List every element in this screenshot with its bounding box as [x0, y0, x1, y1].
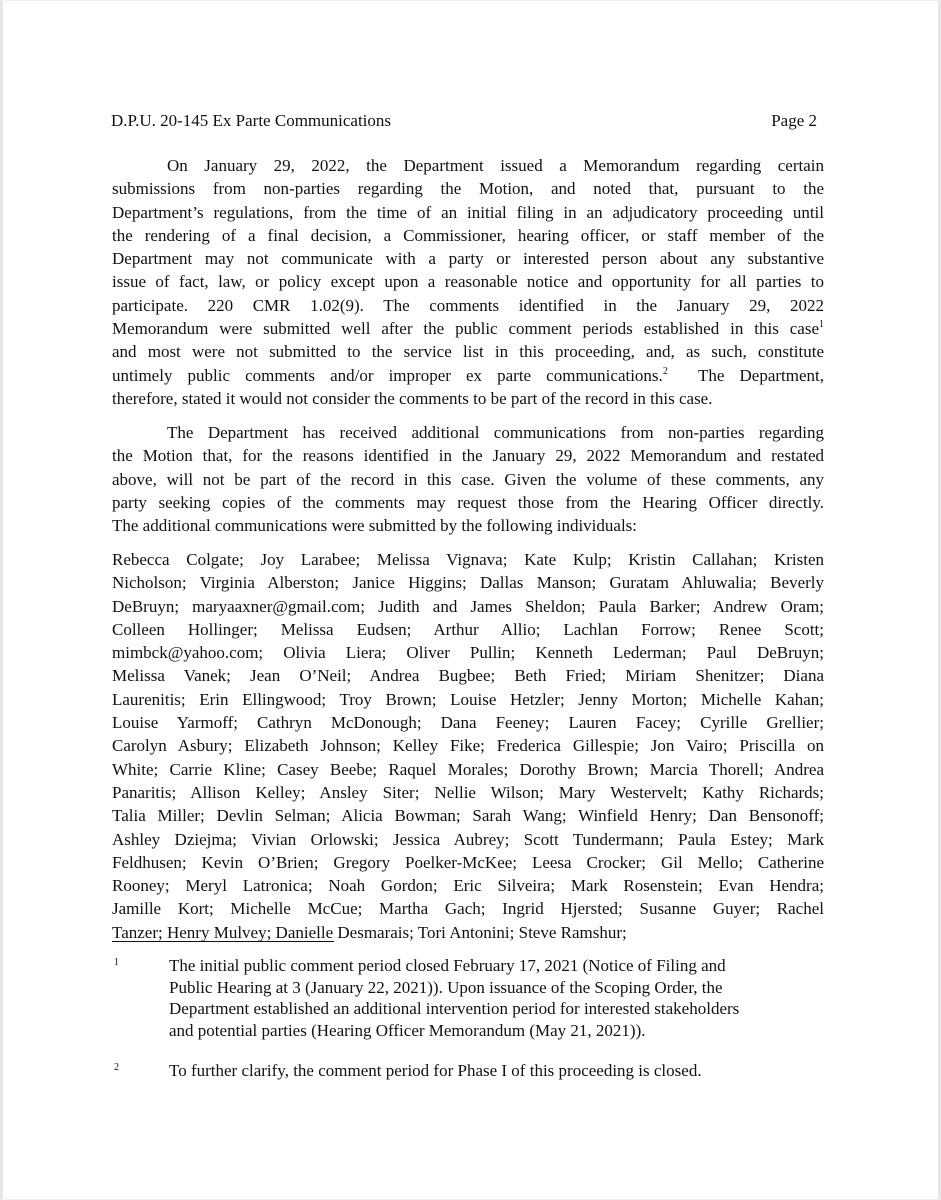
text-line: DeBruyn; maryaaxner@gmail.com; Judith and James Sheldon; Paula Barker; Andrew Oram;: [112, 596, 824, 616]
text-line: The initial public comment period closed February 17, 2021 (Notice of Filing and: [169, 956, 726, 975]
text-line: submissions from non-parties regarding the Motion, and noted that, pursuant to the: [112, 179, 824, 199]
text-line: Department may not communicate with a party or interested person about any substantive: [112, 249, 824, 269]
text-segment: untimely public comments and/or improper ex parte communications.: [112, 365, 663, 385]
text-line: Ashley Dziejma; Vivian Orlowski; Jessica Aubrey; Scott Tundermann; Paula Estey; Mark: [112, 829, 824, 849]
text-segment: The Department,: [698, 365, 825, 385]
text-line: Laurenitis; Erin Ellingwood; Troy Brown; Louise Hetzler; Jenny Morton; Michelle Kahan;: [112, 689, 824, 709]
page-header: [111, 109, 817, 133]
docket-title: D.P.U. 20-145 Ex Parte Communications: [111, 111, 392, 130]
text-line: the Motion that, for the reasons identified in the January 29, 2022 Memorandum and restated: [112, 446, 824, 466]
footnote-reference: 2: [662, 365, 668, 377]
text-line: mimbck@yahoo.com; Olivia Liera; Oliver Pullin; Kenneth Lederman; Paul DeBruyn;: [112, 643, 824, 663]
text-segment: Memorandum were submitted well after the public comment periods established in this case: [112, 319, 819, 339]
text-line: and potential parties (Hearing Officer Memorandum (May 21, 2021)).: [169, 1020, 646, 1040]
text-line: Feldhusen; Kevin O’Brien; Gregory Poelker-McKee; Leesa Crocker; Gil Mello; Catherine: [112, 852, 824, 872]
text-line: participate. 220 CMR 1.02(9). The comments identified in the January 29, 2022: [112, 295, 824, 315]
text-line: Rooney; Meryl Latronica; Noah Gordon; Eric Silveira; Mark Rosenstein; Evan Hendra;: [112, 876, 824, 896]
text-line: Department’s regulations, from the time of an initial filing in an adjudicatory proceeding until: [112, 202, 824, 222]
footnote-separator: [112, 941, 334, 942]
paragraph-individuals-list: [112, 548, 824, 944]
text-line: Nicholson; Virginia Alberston; Janice Higgins; Dallas Manson; Guratam Ahluwalia; Beverly: [112, 573, 824, 593]
text-line: and most were not submitted to the service list in this proceeding, and, as such, constitute: [112, 342, 824, 362]
text-line: Rebecca Colgate; Joy Larabee; Melissa Vignava; Kate Kulp; Kristin Callahan; Kristen: [112, 550, 824, 569]
text-line: Carolyn Asbury; Elizabeth Johnson; Kelley Fike; Frederica Gillespie; Jon Vairo; Priscilla on: [112, 736, 824, 756]
footnote-number: 1: [114, 957, 119, 968]
text-line: To further clarify, the comment period for Phase I of this proceeding is closed.: [169, 1061, 702, 1080]
text-line: The Department has received additional communications from non-parties regarding: [167, 423, 824, 442]
text-line: Tanzer; Henry Mulvey; Danielle Desmarais; Tori Antonini; Steve Ramshur;: [112, 922, 627, 942]
text-line: Melissa Vanek; Jean O’Neil; Andrea Bugbee; Beth Fried; Miriam Shenitzer; Diana: [112, 666, 824, 686]
paragraph-ex-parte-memorandum: [112, 154, 824, 410]
footnote-text: [169, 955, 804, 1041]
text-line: therefore, stated it would not consider the comments to be part of the record in this case.: [112, 388, 713, 408]
text-line: Panaritis; Allison Kelley; Ansley Siter; Nellie Wilson; Mary Westervelt; Kathy Richards;: [112, 782, 824, 802]
text-line: the rendering of a final decision, a Commissioner, hearing officer, or staff member of the: [112, 225, 824, 245]
paragraph-additional-communications: [112, 421, 824, 537]
footnote-reference: 1: [819, 319, 824, 331]
text-line: Colleen Hollinger; Melissa Eudsen; Arthur Allio; Lachlan Forrow; Renee Scott;: [112, 619, 824, 639]
text-line: Jamille Kort; Michelle McCue; Martha Gach; Ingrid Hjersted; Susanne Guyer; Rachel: [112, 899, 824, 919]
text-line: The additional communications were submitted by the following individuals:: [112, 516, 638, 536]
text-line: White; Carrie Kline; Casey Beebe; Raquel Morales; Dorothy Brown; Marcia Thorell; Andrea: [112, 759, 824, 779]
footnote-text: [169, 1060, 804, 1082]
text-line: Public Hearing at 3 (January 22, 2021)). Upon issuance of the Scoping Order, the: [169, 977, 723, 997]
footnote-number: 2: [114, 1062, 119, 1073]
text-line: [112, 364, 824, 387]
text-line: Talia Miller; Devlin Selman; Alicia Bowman; Sarah Wang; Winfield Henry; Dan Bensonoff;: [112, 806, 824, 826]
text-line: above, will not be part of the record in this case. Given the volume of these comments, any: [112, 469, 824, 489]
text-line: Department established an additional intervention period for interested stakeholders: [169, 999, 740, 1018]
text-line: Louise Yarmoff; Cathryn McDonough; Dana Feeney; Lauren Facey; Cyrille Grellier;: [112, 713, 824, 733]
text-line: party seeking copies of the comments may request those from the Hearing Officer directly.: [112, 492, 824, 512]
page-number: Page 2: [771, 111, 817, 130]
text-line: On January 29, 2022, the Department issued a Memorandum regarding certain: [167, 156, 824, 175]
text-line: [112, 317, 824, 340]
text-line: issue of fact, law, or policy except upon a reasonable notice and opportunity for all parties to: [112, 272, 824, 292]
